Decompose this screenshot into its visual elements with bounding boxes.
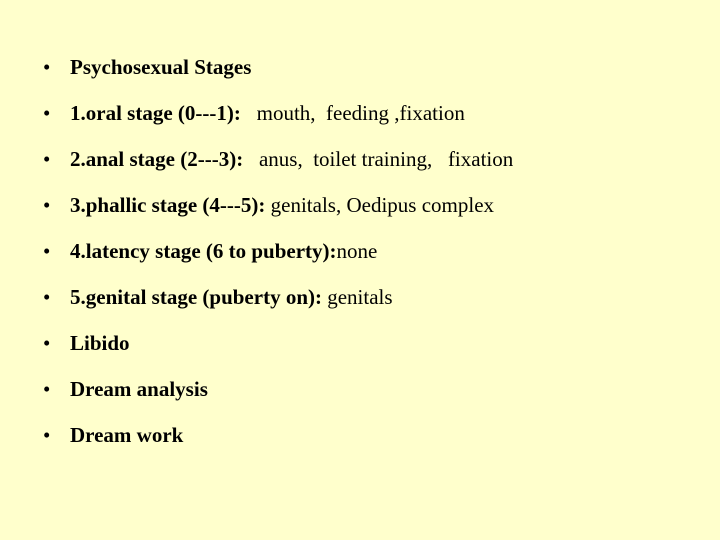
bullet-icon: •	[43, 147, 51, 171]
item-bold-text: 4.latency stage (6 to puberty):	[70, 239, 337, 263]
bullet-icon: •	[43, 101, 51, 125]
list-item	[43, 330, 513, 376]
item-normal-text: mouth, feeding ,fixation	[240, 101, 465, 125]
list-item	[43, 238, 513, 284]
bullet-icon: •	[43, 55, 51, 79]
list-item	[43, 422, 513, 468]
bullet-icon: •	[43, 285, 51, 309]
item-bold-text: 1.oral stage (0---1):	[70, 101, 241, 125]
item-normal-text: anus, toilet training, fixation	[243, 147, 514, 171]
item-bold-text: Libido	[70, 331, 130, 355]
list-item	[43, 54, 513, 100]
item-bold-text: 3.phallic stage (4---5):	[70, 193, 266, 217]
list-item	[43, 146, 513, 192]
list-item	[43, 376, 513, 422]
bullet-icon: •	[43, 239, 51, 263]
item-normal-text: none	[336, 239, 378, 263]
item-bold-text: Dream work	[70, 423, 184, 447]
item-bold-text: Dream analysis	[70, 377, 208, 401]
bullet-icon: •	[43, 193, 51, 217]
list-item	[43, 192, 513, 238]
bullet-icon: •	[43, 331, 51, 355]
item-normal-text: genitals, Oedipus complex	[265, 193, 495, 217]
item-bold-text: 2.anal stage (2---3):	[70, 147, 244, 171]
bullet-icon: •	[43, 377, 51, 401]
item-bold-text: Psychosexual Stages	[70, 55, 252, 79]
list-item	[43, 100, 513, 146]
bullet-icon: •	[43, 423, 51, 447]
list-item	[43, 284, 513, 330]
item-bold-text: 5.genital stage (puberty on):	[70, 285, 322, 309]
bullet-list	[43, 54, 513, 468]
item-normal-text: genitals	[321, 285, 393, 309]
